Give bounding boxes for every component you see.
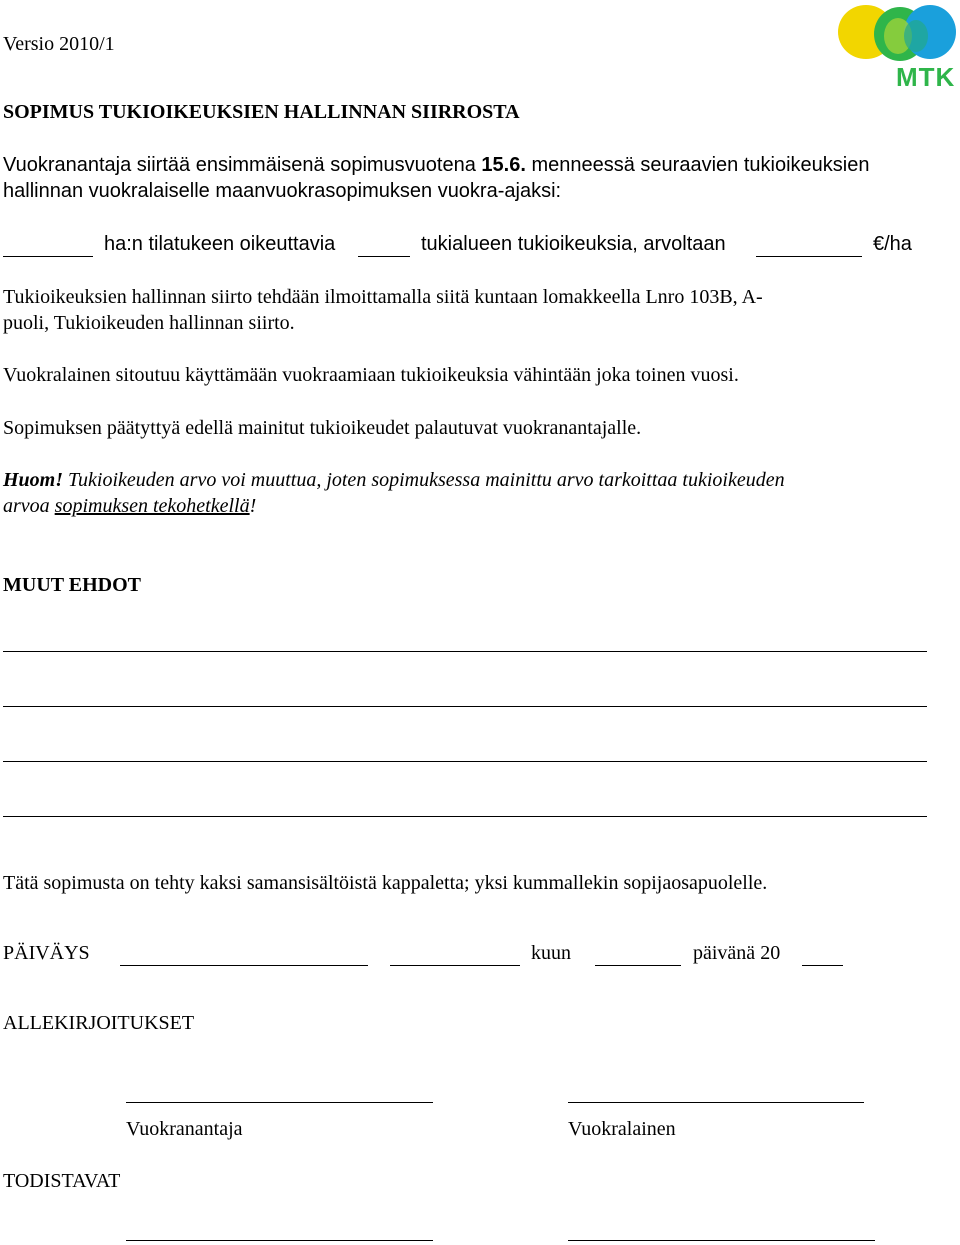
place-blank[interactable] bbox=[120, 965, 368, 966]
intro-date: 15.6. bbox=[481, 154, 526, 176]
other-terms-line-4[interactable] bbox=[3, 816, 927, 817]
transfer-paragraph-2: puoli, Tukioikeuden hallinnan siirto. bbox=[3, 312, 295, 334]
value-blank[interactable] bbox=[756, 256, 862, 257]
value-label: tukialueen tukioikeuksia, arvoltaan bbox=[421, 233, 726, 255]
note-text-1: Tukioikeuden arvo voi muuttua, joten sopimuksessa mainittu arvo tarkoittaa tukioikeuden bbox=[63, 469, 785, 491]
intro-line-2: hallinnan vuokralaiselle maanvuokrasopimuksen vuokra-ajaksi: bbox=[3, 180, 562, 202]
other-terms-line-1[interactable] bbox=[3, 651, 927, 652]
other-terms-line-2[interactable] bbox=[3, 706, 927, 707]
lessor-label: Vuokranantaja bbox=[126, 1118, 243, 1140]
other-terms-line-3[interactable] bbox=[3, 761, 927, 762]
hectares-blank[interactable] bbox=[3, 256, 93, 257]
lessee-signature-line[interactable] bbox=[568, 1102, 864, 1103]
support-area-blank[interactable] bbox=[358, 256, 410, 257]
return-paragraph: Sopimuksen päätyttyä edellä mainitut tukioikeudet palautuvat vuokranantajalle. bbox=[3, 417, 642, 439]
date-label: PÄIVÄYS bbox=[3, 942, 90, 964]
intro-text-a: Vuokranantaja siirtää ensimmäisenä sopimusvuotena bbox=[3, 154, 482, 176]
witness-2-signature-line[interactable] bbox=[568, 1240, 875, 1241]
witnesses-heading: TODISTAVAT bbox=[3, 1170, 121, 1192]
mtk-logo bbox=[838, 2, 958, 92]
transfer-paragraph-1: Tukioikeuksien hallinnan siirto tehdään ilmoittamalla siitä kuntaan lomakkeella Lnro 103B, A- bbox=[3, 286, 763, 308]
month-label: kuun bbox=[531, 942, 571, 964]
note-line-2 bbox=[3, 493, 256, 519]
note-text-2a: arvoa bbox=[3, 495, 55, 517]
note-text-2b: ! bbox=[249, 495, 257, 517]
lessor-signature-line[interactable] bbox=[126, 1102, 433, 1103]
day-blank[interactable] bbox=[390, 965, 520, 966]
other-terms-heading: MUUT EHDOT bbox=[3, 574, 141, 596]
copies-paragraph: Tätä sopimusta on tehty kaksi samansisältöistä kappaletta; yksi kummallekin sopijaosapuolelle. bbox=[3, 872, 768, 894]
note-label: Huom! bbox=[3, 469, 64, 491]
intro-line-1 bbox=[3, 152, 869, 178]
year-blank[interactable] bbox=[802, 965, 843, 966]
hectares-label: ha:n tilatukeen oikeuttavia bbox=[104, 233, 336, 255]
lessee-label: Vuokralainen bbox=[568, 1118, 676, 1140]
note-text-underlined: sopimuksen tekohetkellä bbox=[54, 495, 250, 517]
witness-1-signature-line[interactable] bbox=[126, 1240, 433, 1241]
note-line-1 bbox=[3, 467, 785, 493]
version-label: Versio 2010/1 bbox=[3, 33, 115, 55]
intro-text-b: menneessä seuraavien tukioikeuksien bbox=[525, 154, 870, 176]
euro-per-ha-label: €/ha bbox=[873, 233, 912, 255]
logo-text: MTK bbox=[896, 62, 956, 92]
month-blank[interactable] bbox=[595, 965, 681, 966]
usage-paragraph: Vuokralainen sitoutuu käyttämään vuokraamiaan tukioikeuksia vähintään joka toinen vuosi. bbox=[3, 364, 739, 386]
signatures-heading: ALLEKIRJOITUKSET bbox=[3, 1012, 195, 1034]
document-title: SOPIMUS TUKIOIKEUKSIEN HALLINNAN SIIRROSTA bbox=[3, 101, 520, 123]
day-year-label: päivänä 20 bbox=[693, 942, 781, 964]
